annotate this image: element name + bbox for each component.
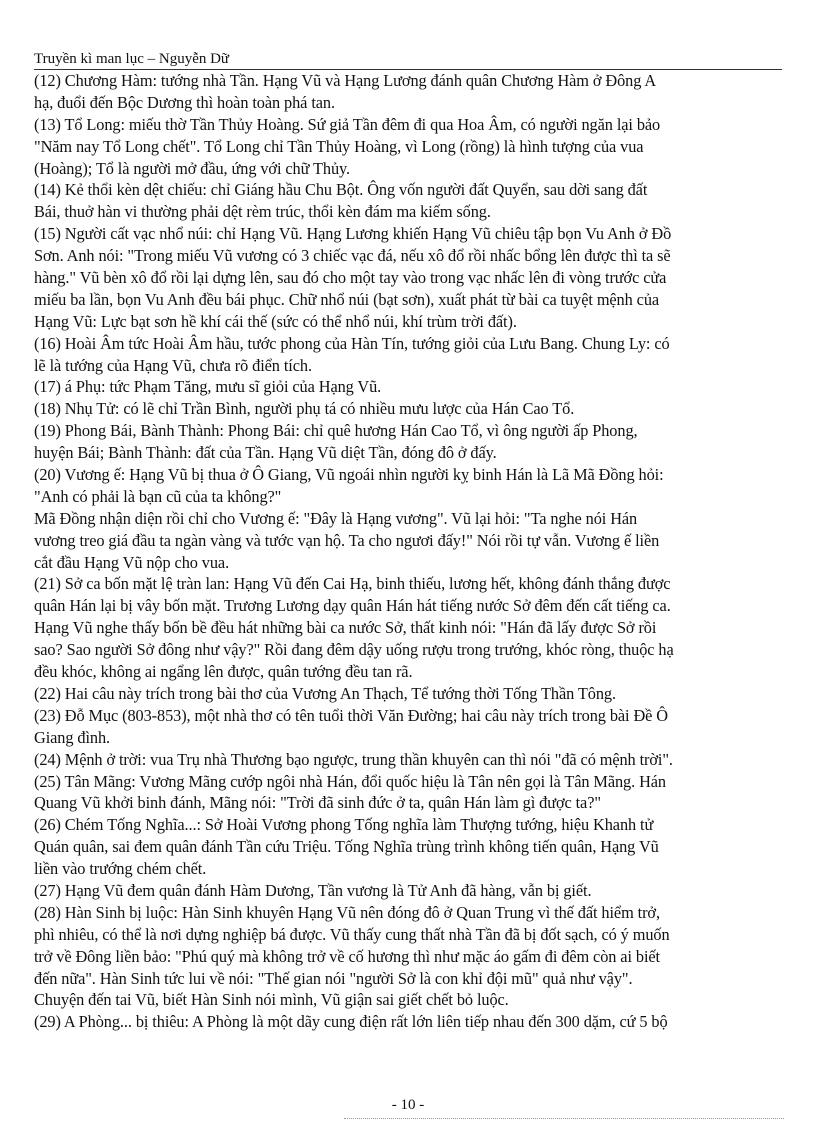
text-line: vương treo giá đầu ta ngàn vàng và tước vạn hộ. Ta cho ngươi đấy!" Nói rồi tự vẫn. Vương ế liền [34,530,660,550]
text-line: (Hoàng); Tổ là người mở đầu, ứng với chữ Thủy. [34,158,351,178]
text-line: (22) Hai câu này trích trong bài thơ của Vương An Thạch, Tể tướng thời Tống Thần Tông. [34,683,616,703]
text-line: Hạng Vũ nghe thấy bốn bề đều hát những bài ca nước Sở, thất kinh nói: "Hán đã lấy được Sở rồi [34,618,657,638]
text-line: (20) Vương ế: Hạng Vũ bị thua ở Ô Giang, Vũ ngoái nhìn người kỵ binh Hán là Lã Mã Đồng hỏi: [34,465,664,485]
text-line: đều khóc, không ai ngẩng lên được, quân tướng đều tan rã. [34,662,413,682]
text-line: (23) Đỗ Mục (803-853), một nhà thơ có tên tuổi thời Văn Đường; hai câu này trích trong bài Đề Ô [34,705,668,725]
text-line: (29) A Phòng... bị thiêu: A Phòng là một dãy cung điện rất lớn liên tiếp nhau đến 300 dặm, cứ 5 bộ [34,1012,668,1032]
text-line: (25) Tân Mãng: Vương Mãng cướp ngôi nhà Hán, đổi quốc hiệu là Tân nên gọi là Tân Mãng. Hán [34,771,666,791]
text-line: Bái, thuở hàn vi thường phải dệt rèm trúc, thổi kèn đám ma kiếm sống. [34,202,491,222]
page-number: - 10 - [391,1097,425,1113]
text-line: (24) Mệnh ở trời: vua Trụ nhà Thương bạo ngược, trung thần khuyên can thì nói "đã có mệnh trời". [34,749,673,769]
notes-body [34,70,794,1033]
text-line: Mã Đồng nhận diện rồi chỉ cho Vương ế: "Đây là Hạng vương". Vũ lại hỏi: "Ta nghe nói Hán [34,508,638,528]
text-line: (15) Người cất vạc nhổ núi: chỉ Hạng Vũ. Hạng Lương khiến Hạng Vũ chiêu tập bọn Vu Anh ở Đồ [34,224,672,244]
text-line: (14) Kẻ thổi kèn dệt chiếu: chỉ Giáng hầu Chu Bột. Ông vốn người đất Quyển, sau dời sang đất [34,180,648,200]
text-line: (27) Hạng Vũ đem quân đánh Hàm Dương, Tần vương là Tử Anh đã hàng, vẫn bị giết. [34,880,592,900]
text-line: hàng." Vũ bèn xô đổ rồi lại dựng lên, sau đó cho một tay vào trong vạc nhấc lên đi vòng trước cửa [34,268,667,288]
text-line: (17) á Phụ: tức Phạm Tăng, mưu sĩ giỏi của Hạng Vũ. [34,377,382,397]
text-line: "Năm nay Tổ Long chết". Tổ Long chỉ Tần Thủy Hoàng, vì Long (rồng) là hình tượng của vua [34,136,644,156]
text-line: "Anh có phải là bạn cũ của ta không?" [34,486,282,506]
text-line: lẽ là tướng của Hạng Vũ, chưa rõ điển tích. [34,355,312,375]
text-line: trở về Đông liền bảo: "Phú quý mà không trở về cố hương thì như mặc áo gấm đi đêm còn ai biết [34,946,660,966]
text-line: quân Hán lại bị vây bốn mặt. Trương Lương dạy quân Hán hát tiếng nước Sở đêm đến cất tiếng ca. [34,596,671,616]
text-line: (26) Chém Tống Nghĩa...: Sở Hoài Vương phong Tống nghĩa làm Thượng tướng, hiệu Khanh tử [34,815,654,835]
text-line: đến nữa". Hàn Sinh tức lui về nói: "Thế gian nói "người Sở là con khỉ đội mũ" quả như vậy". [34,968,633,988]
text-line: Quán quân, sai đem quân đánh Tần cứu Triệu. Tống Nghĩa trùng trình không tiến quân, Hạng Vũ [34,837,659,857]
text-line: (16) Hoài Âm tức Hoài Âm hầu, tước phong của Hàn Tín, tướng giỏi của Lưu Bang. Chung Ly: có [34,333,670,353]
text-line: cắt đầu Hạng Vũ nộp cho vua. [34,552,230,572]
text-line: (21) Sở ca bốn mặt lệ tràn lan: Hạng Vũ đến Cai Hạ, binh thiếu, lương hết, không đánh thắng được [34,574,671,594]
text-line: Giang đình. [34,727,111,747]
text-line: (19) Phong Bái, Bành Thành: Phong Bái: chỉ quê hương Hán Cao Tổ, vì ông người ấp Phong, [34,421,638,441]
text-line: (13) Tổ Long: miếu thờ Tần Thủy Hoàng. Sứ giả Tần đêm đi qua Hoa Âm, có người ngăn lại bảo [34,114,661,134]
text-line: liền vào trướng chém chết. [34,859,207,879]
text-line: (18) Nhụ Tử: có lẽ chỉ Trần Bình, người phụ tá có nhiều mưu lược của Hán Cao Tổ. [34,399,575,419]
running-header: Truyền kì man lục – Nguyễn Dữ [34,51,230,67]
text-line: (28) Hàn Sinh bị luộc: Hàn Sinh khuyên Hạng Vũ nên đóng đô ở Quan Trung vì thế đất hiểm trở, [34,902,660,922]
text-line: (12) Chương Hàm: tướng nhà Tần. Hạng Vũ và Hạng Lương đánh quân Chương Hàm ở Đông A [34,71,657,90]
text-line: huyện Bái; Bành Thành: đất của Tần. Hạng Vũ diệt Tần, đóng đô ở đấy. [34,443,497,463]
text-line: phì nhiêu, có thể là nơi dựng nghiệp bá được. Vũ thấy cung thất nhà Tần đã bị đốt sạch, có ý muốn [34,924,670,944]
text-line: hạ, đuổi đến Bộc Dương thì hoàn toàn phá tan. [34,92,335,112]
text-line: Sơn. Anh nói: "Trong miếu Vũ vương có 3 chiếc vạc đá, nếu xô đổ rồi nhấc bổng lên được thì ta sẽ [34,246,671,266]
text-line: Chuyện đến tai Vũ, biết Hàn Sinh nói mình, Vũ giận sai giết chết bỏ luộc. [34,990,509,1010]
text-line: miếu ba lần, bọn Vu Anh đều bái phục. Chữ nhổ núi (bạt sơn), xuất phát từ bài ca tuyệt mệnh của [34,289,660,309]
text-line: Hạng Vũ: Lực bạt sơn hề khí cái thế (sức có thể nhổ núi, khí trùm trời đất). [34,311,517,331]
text-line: sao? Sao người Sở đông như vậy?" Rồi đang đêm dậy uống rượu trong trướng, khóc ròng, thuộc hạ [34,640,674,660]
footer-rule [344,1118,784,1119]
text-line: Quang Vũ khởi binh đánh, Mãng nói: "Trời đã sinh đức ở ta, quân Hán làm gì được ta?" [34,793,601,813]
